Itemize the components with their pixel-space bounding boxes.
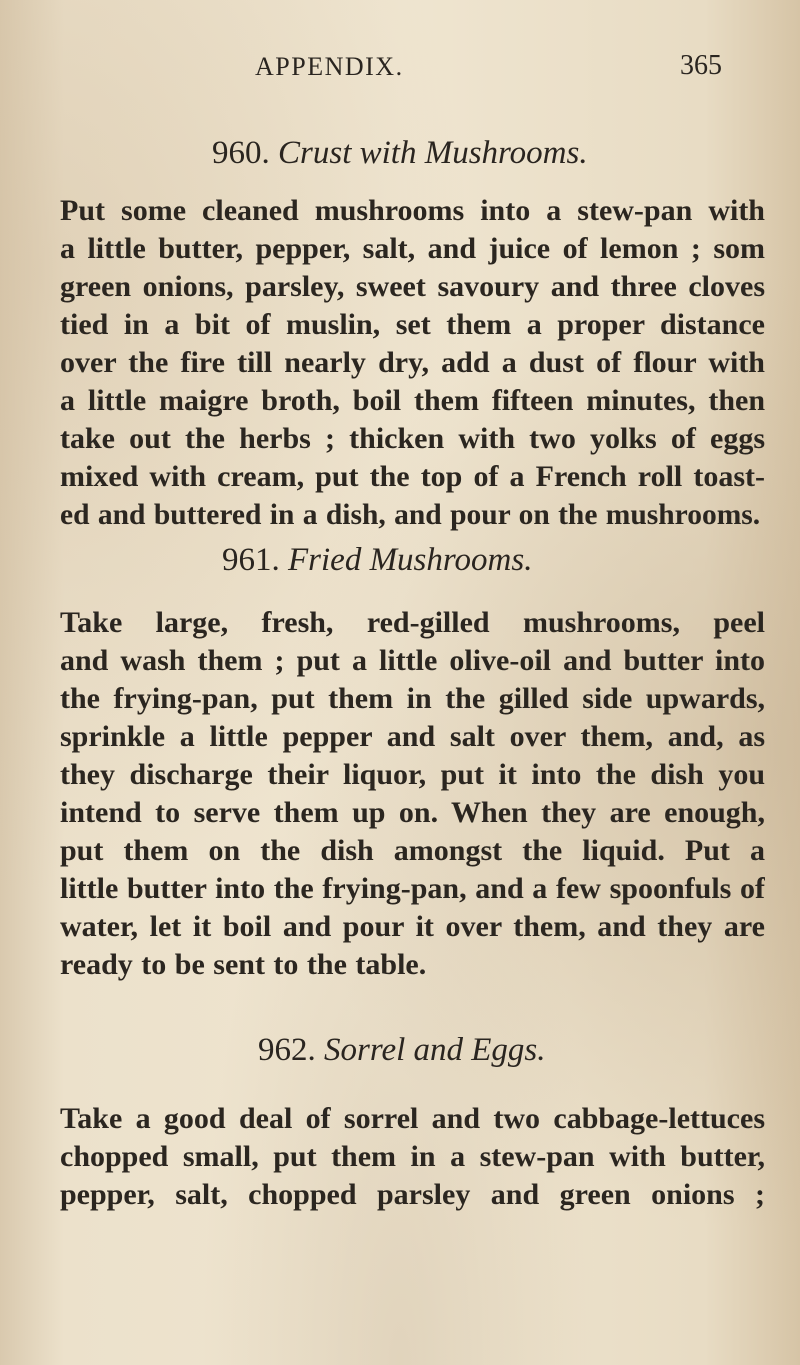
text-line: tied in a bit of muslin, set them a proper distance: [60, 308, 765, 341]
recipe-body-960: [60, 192, 765, 534]
text-line: Take large, fresh, red-gilled mushrooms, peel: [60, 606, 765, 639]
text-line: green onions, parsley, sweet savoury and three cloves: [60, 270, 765, 303]
text-line: they discharge their liquor, put it into the dish you: [60, 758, 765, 791]
text-line: chopped small, put them in a stew-pan with butter,: [60, 1140, 765, 1173]
text-line: the frying-pan, put them in the gilled side upwards,: [60, 682, 765, 715]
text-line: Put some cleaned mushrooms into a stew-pan with: [60, 194, 765, 227]
recipe-name: Crust with Mushrooms.: [278, 135, 588, 171]
text-line: water, let it boil and pour it over them, and they are: [60, 910, 765, 943]
text-line: pepper, salt, chopped parsley and green onions ;: [60, 1178, 765, 1211]
recipe-body-961: [60, 604, 765, 984]
text-line: take out the herbs ; thicken with two yolks of eggs: [60, 422, 765, 455]
text-line: put them on the dish amongst the liquid. Put a: [60, 834, 765, 867]
recipe-name: Fried Mushrooms.: [288, 542, 533, 578]
recipe-title-960: [212, 135, 588, 172]
page-number: 365: [680, 50, 722, 81]
text-line: little butter into the frying-pan, and a few spoonfuls of: [60, 872, 765, 905]
text-line: mixed with cream, put the top of a French roll toast-: [60, 460, 765, 493]
recipe-title-961: [222, 542, 532, 579]
recipe-title-962: [258, 1032, 546, 1069]
text-line: over the fire till nearly dry, add a dust of flour with: [60, 346, 765, 379]
text-line: ready to be sent to the table.: [60, 948, 427, 981]
running-head: APPENDIX.: [255, 52, 404, 81]
text-line: a little butter, pepper, salt, and juice of lemon ; som: [60, 232, 765, 265]
text-line: ed and buttered in a dish, and pour on the mushrooms.: [60, 499, 761, 531]
recipe-number: 960.: [212, 135, 270, 171]
text-line: Take a good deal of sorrel and two cabbage-lettuces: [60, 1102, 765, 1135]
recipe-body-962: [60, 1100, 765, 1214]
text-line: sprinkle a little pepper and salt over them, and, as: [60, 720, 765, 753]
recipe-number: 962.: [258, 1032, 316, 1068]
text-line: intend to serve them up on. When they are enough,: [60, 796, 765, 829]
recipe-name: Sorrel and Eggs.: [324, 1032, 546, 1068]
text-line: and wash them ; put a little olive-oil and butter into: [60, 644, 765, 677]
recipe-number: 961.: [222, 542, 280, 578]
page-header: [0, 46, 800, 86]
text-line: a little maigre broth, boil them fifteen minutes, then: [60, 384, 765, 417]
